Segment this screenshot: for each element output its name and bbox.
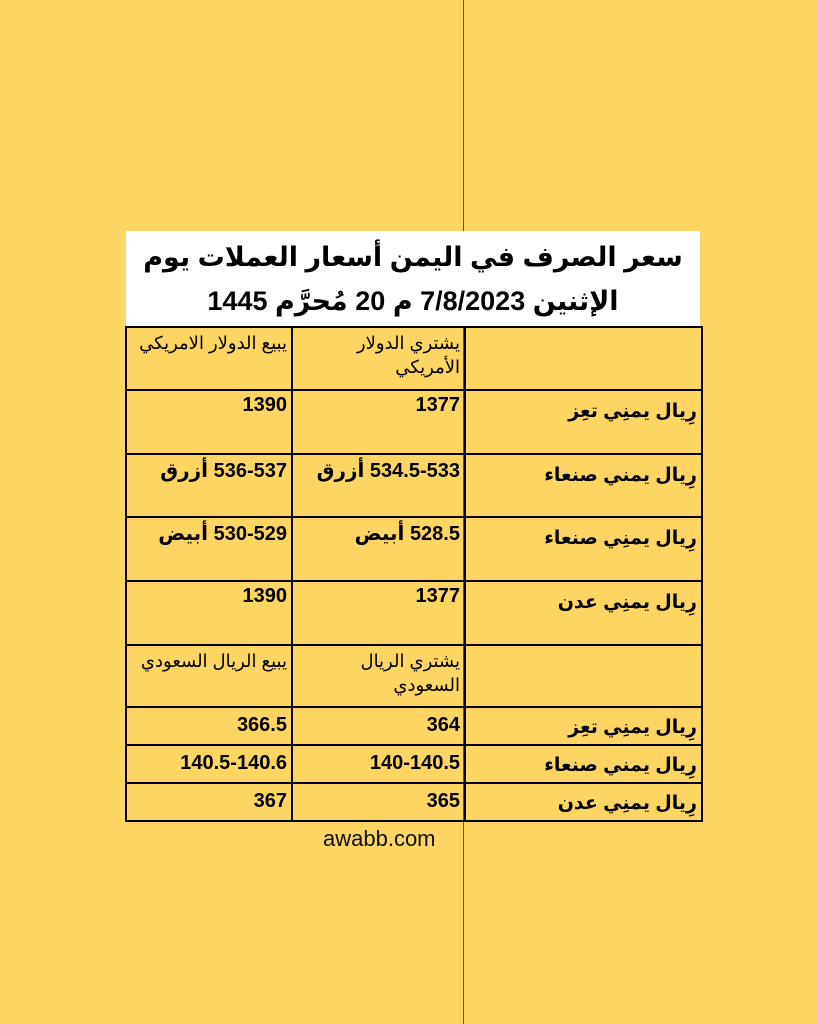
row-currency-name (465, 707, 702, 745)
row-buy-value: 364 (292, 707, 465, 745)
table-row (126, 390, 702, 454)
row-currency-name-text: رِيال يمنِي تعِز (568, 717, 697, 738)
row-sell-value: 1390 (126, 390, 292, 454)
title-box (126, 231, 700, 327)
table-row (126, 745, 702, 783)
table-row (126, 707, 702, 745)
sar-header-buy: يشتري الريال السعودي (292, 645, 465, 707)
table-row (126, 581, 702, 645)
row-currency-name-text: رِيال يمني صنعاء (544, 465, 697, 486)
row-sell-value: 367 (126, 783, 292, 821)
row-currency-name (465, 581, 702, 645)
row-sell-value: 1390 (126, 581, 292, 645)
title-line-2: الإثنين 7/8/2023 م 20 مُحرَّم 1445 (207, 286, 619, 316)
row-currency-name (465, 517, 702, 581)
row-currency-name-text: رِيال يمنِي عدن (557, 592, 697, 613)
row-currency-name-text: رِيال يمنِي صنعاء (544, 528, 697, 549)
usd-header-row (126, 327, 702, 390)
row-buy-value: 1377 (292, 581, 465, 645)
exchange-rates-table (125, 326, 703, 822)
row-buy-value: 365 (292, 783, 465, 821)
usd-header-name-cell (465, 327, 702, 390)
row-currency-name (465, 390, 702, 454)
row-currency-name (465, 745, 702, 783)
row-currency-name-text: رِيال يمنِي تعِز (568, 401, 697, 422)
row-currency-name-text: رِيال يمنِي عدن (557, 793, 697, 814)
table-row (126, 783, 702, 821)
title-line-1: سعر الصرف في اليمن أسعار العملات يوم (143, 242, 683, 272)
sar-header-row (126, 645, 702, 707)
usd-header-sell: يبيع الدولار الامريكي (126, 327, 292, 390)
row-sell-value: 536-537 أزرق (126, 454, 292, 517)
row-buy-value: 140-140.5 (292, 745, 465, 783)
sar-header-name-cell (465, 645, 702, 707)
row-currency-name-text: رِيال يمني صنعاء (544, 755, 697, 776)
row-currency-name (465, 783, 702, 821)
row-buy-value: 1377 (292, 390, 465, 454)
row-sell-value: 530-529 أبيض (126, 517, 292, 581)
footer-website: awabb.com (323, 826, 436, 851)
row-sell-value: 140.5-140.6 (126, 745, 292, 783)
usd-header-buy: يشتري الدولار الأمريكي (292, 327, 465, 390)
table-row (126, 517, 702, 581)
sar-header-sell: يبيع الريال السعودي (126, 645, 292, 707)
row-currency-name (465, 454, 702, 517)
row-buy-value: 528.5 أبيض (292, 517, 465, 581)
row-sell-value: 366.5 (126, 707, 292, 745)
table-row (126, 454, 702, 517)
row-buy-value: 534.5-533 أزرق (292, 454, 465, 517)
